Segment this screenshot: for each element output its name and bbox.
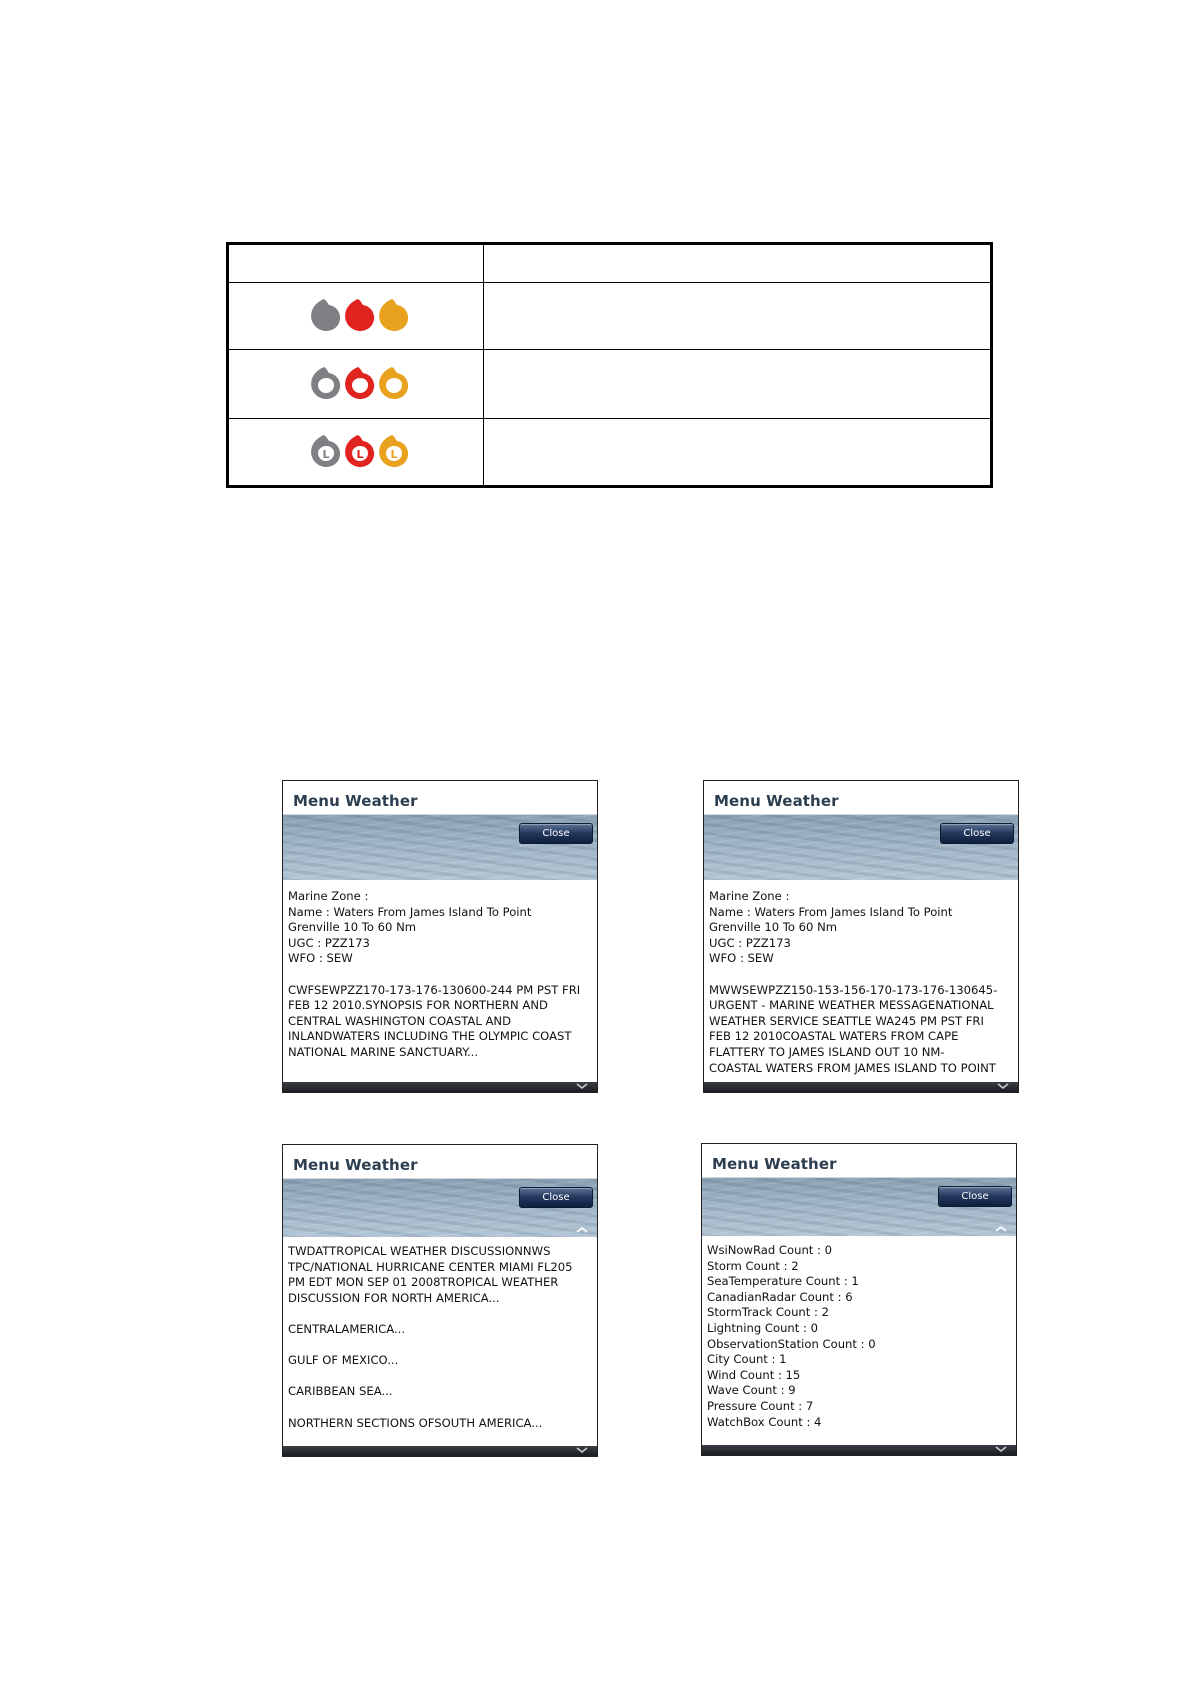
hurricane-outline-red-icon <box>345 367 374 399</box>
close-button[interactable]: Close <box>938 1186 1012 1207</box>
bottom-bar <box>702 1445 1016 1455</box>
screen-titlebar <box>283 1145 597 1179</box>
close-button[interactable]: Close <box>940 823 1014 844</box>
legend-row <box>228 419 992 487</box>
hurricane-outline-gray-icon <box>311 367 340 399</box>
bottom-bar <box>283 1446 597 1456</box>
hurricane-solid-red-icon <box>345 299 374 331</box>
bottom-bar <box>704 1082 1018 1092</box>
legend-header-icon <box>228 244 484 283</box>
sea-banner <box>283 1179 597 1237</box>
screen-title: Menu Weather <box>712 1155 837 1173</box>
hurricane-legend-table <box>226 242 993 488</box>
weather-screen-data-counts <box>701 1143 1017 1456</box>
low-letter: L <box>356 448 364 461</box>
hurricane-low-icon <box>304 431 408 473</box>
legend-header-description <box>484 244 992 283</box>
hurricane-solid-orange-icon <box>379 299 408 331</box>
info-text: Marine Zone : Name : Waters From James Island To Point Grenville 10 To 60 Nm UGC : PZZ173 WFO : SEW CWFSEWPZZ170-173-176-130600-244 PM PST FRI FEB 12 2010.SYNOPSIS FOR NORTHERN AND CENTRAL WASHINGTON COASTAL AND INLANDWATERS INCLUDING THE OLYMPIC COAST NATIONAL MARINE SANCTUARY... <box>288 889 581 1059</box>
legend-header-row <box>228 244 992 283</box>
legend-description <box>484 350 992 419</box>
weather-screen-marine-zone <box>282 780 598 1093</box>
legend-description <box>484 283 992 350</box>
info-text: Marine Zone : Name : Waters From James Island To Point Grenville 10 To 60 Nm UGC : PZZ173 WFO : SEW MWWSEWPZZ150-153-156-170-173-176-130645- URGENT - MARINE WEATHER MESSAGENATIONAL WEATHER SERVICE SEATTLE WA245 PM PST FRI FEB 12 2010COASTAL WATERS FROM CAPE FLATTERY TO JAMES ISLAND OUT 10 NM- COASTAL WATERS FROM JAMES ISLAND TO POINT <box>709 889 998 1075</box>
screen-title: Menu Weather <box>714 792 839 810</box>
info-text: TWDATTROPICAL WEATHER DISCUSSIONNWS TPC/NATIONAL HURRICANE CENTER MIAMI FL205 PM EDT MON SEP 01 2008TROPICAL WEATHER DISCUSSION FOR NORTH AMERICA... CENTRALAMERICA... GULF OF MEXICO... CARIBBEAN SEA... NORTHERN SECTIONS OFSOUTH AMERICA... <box>288 1244 573 1430</box>
screen-title: Menu Weather <box>293 1156 418 1174</box>
screen-titlebar <box>702 1144 1016 1178</box>
legend-row <box>228 350 992 419</box>
sea-banner <box>704 815 1018 880</box>
chevron-down-icon[interactable] <box>575 1446 589 1455</box>
legend-icon-cell <box>228 283 484 350</box>
low-letter: L <box>390 448 398 461</box>
chevron-down-icon[interactable] <box>996 1082 1010 1091</box>
close-button[interactable]: Close <box>519 823 593 844</box>
weather-screen-tropical-discussion <box>282 1144 598 1457</box>
chevron-up-icon[interactable] <box>994 1224 1008 1234</box>
chevron-down-icon[interactable] <box>994 1445 1008 1454</box>
legend-description <box>484 419 992 487</box>
screen-title: Menu Weather <box>293 792 418 810</box>
sea-banner <box>702 1178 1016 1236</box>
legend-icon-cell <box>228 350 484 419</box>
screen-titlebar <box>283 781 597 815</box>
close-button[interactable]: Close <box>519 1187 593 1208</box>
hurricane-outline-orange-icon <box>379 367 408 399</box>
sea-banner <box>283 815 597 880</box>
info-panel[interactable] <box>283 882 597 1082</box>
info-panel[interactable] <box>702 1237 1016 1445</box>
bottom-bar <box>283 1082 597 1092</box>
hurricane-solid-gray-icon <box>311 299 340 331</box>
low-letter: L <box>322 448 330 461</box>
info-panel[interactable] <box>283 1238 597 1446</box>
legend-icon-cell <box>228 419 484 487</box>
info-panel[interactable] <box>704 882 1018 1082</box>
weather-screen-marine-message <box>703 780 1019 1093</box>
info-text: WsiNowRad Count : 0 Storm Count : 2 SeaTemperature Count : 1 CanadianRadar Count : 6 StormTrack Count : 2 Lightning Count : 0 ObservationStation Count : 0 City Count : 1 Wind Count : 15 Wave Count : 9 Pressure Count : 7 WatchBox Count : 4 <box>707 1243 876 1429</box>
chevron-up-icon[interactable] <box>575 1225 589 1235</box>
hurricane-solid-icon <box>304 295 408 337</box>
chevron-down-icon[interactable] <box>575 1082 589 1091</box>
legend-row <box>228 283 992 350</box>
hurricane-outline-icon <box>304 363 408 405</box>
screen-titlebar <box>704 781 1018 815</box>
